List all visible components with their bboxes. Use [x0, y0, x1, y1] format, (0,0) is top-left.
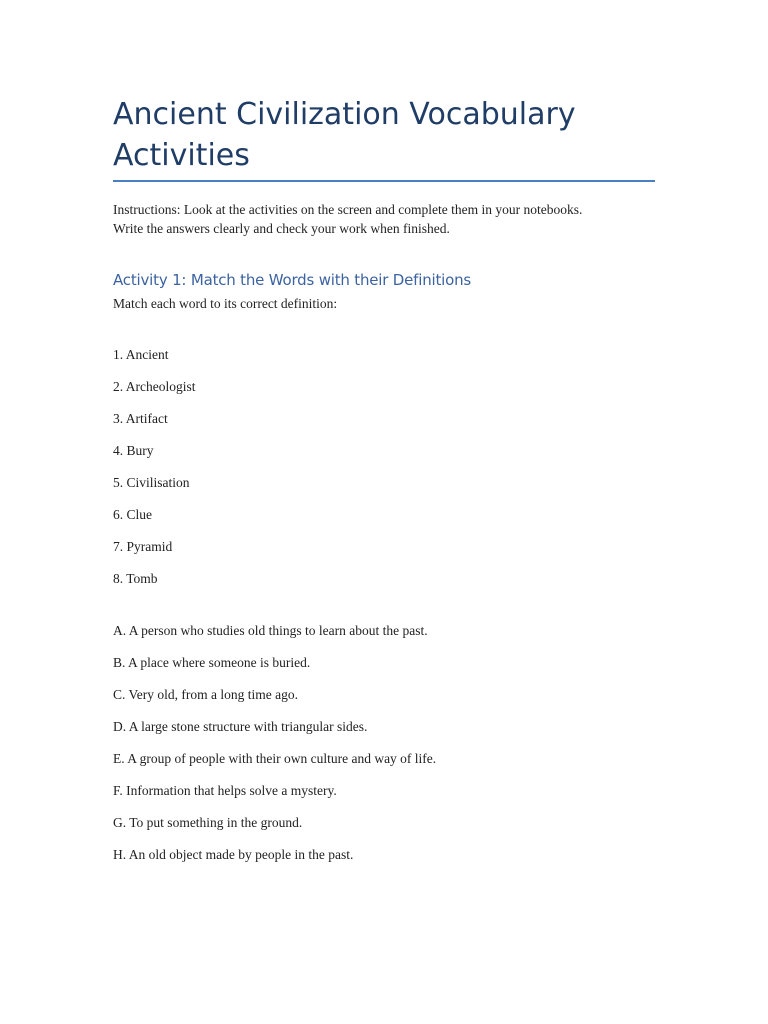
word-item-tomb: 8. Tomb — [113, 571, 158, 586]
definition-item-f: F. Information that helps solve a mystery. — [113, 783, 337, 798]
definition-item-c: C. Very old, from a long time ago. — [113, 687, 298, 702]
definition-item-a: A. A person who studies old things to learn about the past. — [113, 623, 428, 638]
vocabulary-word-list — [113, 346, 196, 602]
page-title: Ancient Civilization Vocabulary Activities — [113, 97, 576, 173]
word-item-civilisation: 5. Civilisation — [113, 475, 190, 490]
instructions-line-2: Write the answers clearly and check your work when finished. — [113, 220, 450, 236]
definition-item-b: B. A place where someone is buried. — [113, 655, 311, 670]
definition-item-d: D. A large stone structure with triangular sides. — [113, 719, 368, 734]
instructions-line-1: Instructions: Look at the activities on the screen and complete them in your notebooks. — [113, 202, 583, 217]
definition-item-e: E. A group of people with their own culture and way of life. — [113, 751, 437, 766]
word-item-artifact: 3. Artifact — [113, 411, 168, 426]
definition-item-h: H. An old object made by people in the past. — [113, 847, 354, 862]
activity-1-intro: Match each word to its correct definition: — [113, 296, 338, 311]
word-item-bury: 4. Bury — [113, 443, 154, 458]
word-item-archeologist: 2. Archeologist — [113, 379, 196, 394]
word-item-pyramid: 7. Pyramid — [113, 539, 173, 554]
title-underline-divider — [113, 180, 655, 182]
definition-item-g: G. To put something in the ground. — [113, 815, 303, 830]
word-item-ancient: 1. Ancient — [113, 347, 169, 362]
word-item-clue: 6. Clue — [113, 507, 152, 522]
activity-1-heading: Activity 1: Match the Words with their Definitions — [113, 271, 472, 289]
definition-list — [113, 622, 436, 878]
instructions-paragraph — [113, 201, 673, 238]
